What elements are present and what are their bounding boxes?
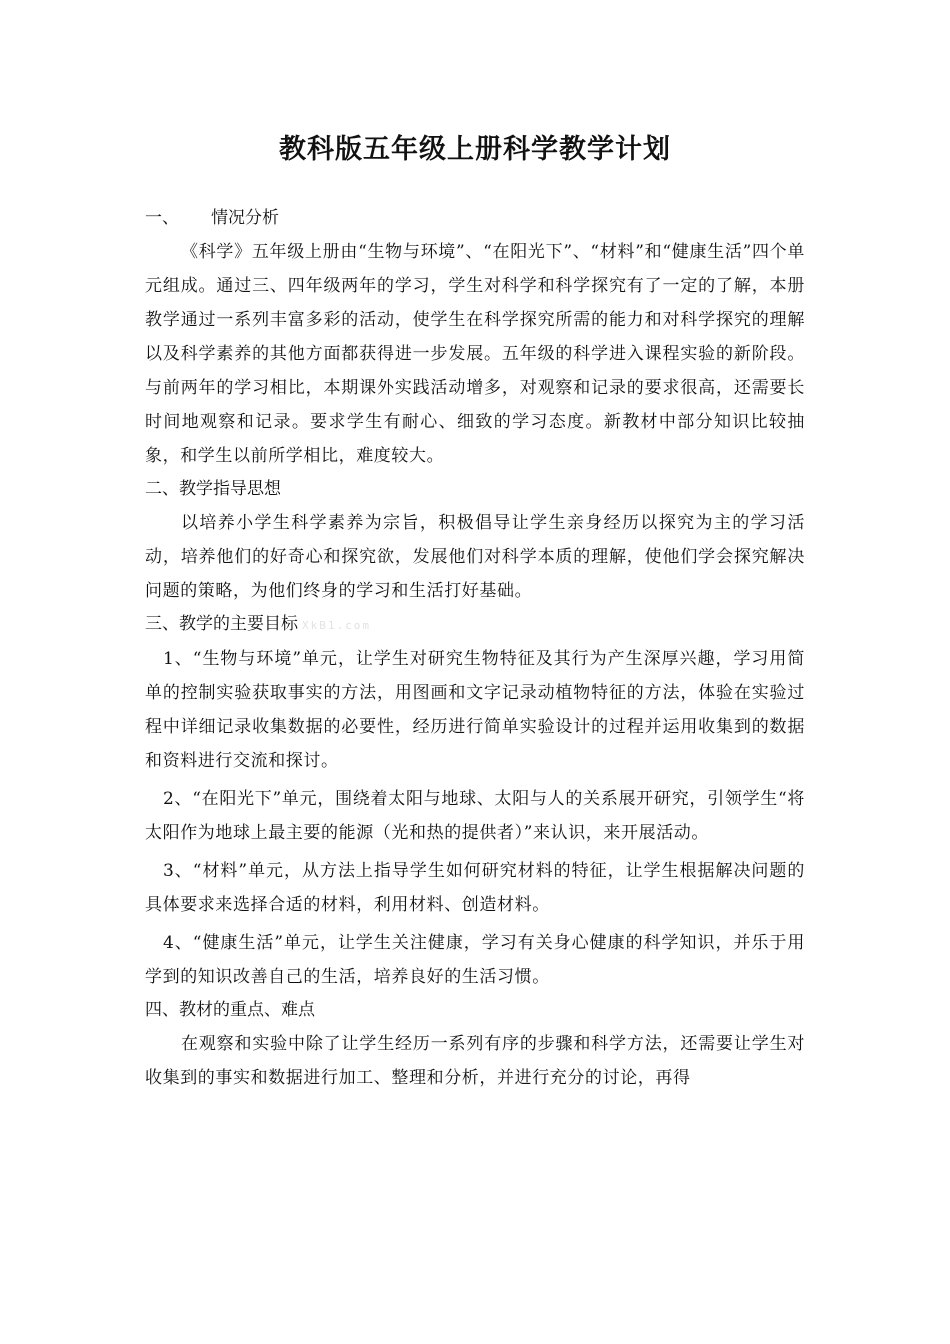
goal-item: 1、“生物与环境”单元，让学生对研究生物特征及其行为产生深厚兴趣，学习用简单的控制实验获取事实的方法，用图画和文字记录动植物特征的方法，体验在实验过程中详细记录收集数据的必要性，经历进行简单实验设计的过程并运用收集到的数据和资料进行交流和探讨。 xyxy=(145,649,805,771)
section-paragraph-2: 以培养小学生科学素养为宗旨，积极倡导让学生亲身经历以探究为主的学习活动，培养他们的好奇心和探究欲，发展他们对科学本质的理解，使他们学会探究解决问题的策略，为他们终身的学习和生活打好基础。 xyxy=(145,513,805,601)
document-title: 教科版五年级上册科学教学计划 xyxy=(279,134,671,165)
section-heading-2: 二、教学指导思想 xyxy=(145,479,281,499)
section-paragraph-4: 在观察和实验中除了让学生经历一系列有序的步骤和科学方法，还需要让学生对收集到的事实和数据进行加工、整理和分析，并进行充分的讨论，再得 xyxy=(145,1034,805,1088)
section-heading-4: 四、教材的重点、难点 xyxy=(145,1000,315,1020)
goal-item: 4、“健康生活”单元，让学生关注健康，学习有关身心健康的科学知识，并乐于用学到的知识改善自己的生活，培养良好的生活习惯。 xyxy=(145,933,805,987)
section-number-1: 一、 xyxy=(145,208,179,228)
goal-item: 3、“材料”单元，从方法上指导学生如何研究材料的特征，让学生根据解决问题的具体要求来选择合适的材料，利用材料、创造材料。 xyxy=(145,861,805,915)
document-page xyxy=(145,128,805,1095)
watermark-text: XkB1.com xyxy=(302,619,371,632)
goal-item: 2、“在阳光下”单元，围绕着太阳与地球、太阳与人的关系展开研究，引领学生“将太阳作为地球上最主要的能源（光和热的提供者）”来认识，来开展活动。 xyxy=(145,789,805,843)
section-title-1: 情况分析 xyxy=(211,208,279,228)
section-paragraph-1: 《科学》五年级上册由“生物与环境”、“在阳光下”、“材料”和“健康生活”四个单元组成。通过三、四年级两年的学习，学生对科学和科学探究有了一定的了解，本册教学通过一系列丰富多彩的活动，使学生在科学探究所需的能力和对科学探究的理解以及科学素养的其他方面都获得进一步发展。五年级的科学进入课程实验的新阶段。与前两年的学习相比，本期课外实践活动增多，对观察和记录的要求很高，还需要长时间地观察和记录。要求学生有耐心、细致的学习态度。新教材中部分知识比较抽象，和学生以前所学相比，难度较大。 xyxy=(145,242,805,466)
section-heading-1 xyxy=(145,202,805,235)
section-heading-3 xyxy=(145,608,805,642)
section-title-3: 三、教学的主要目标 xyxy=(145,614,298,634)
